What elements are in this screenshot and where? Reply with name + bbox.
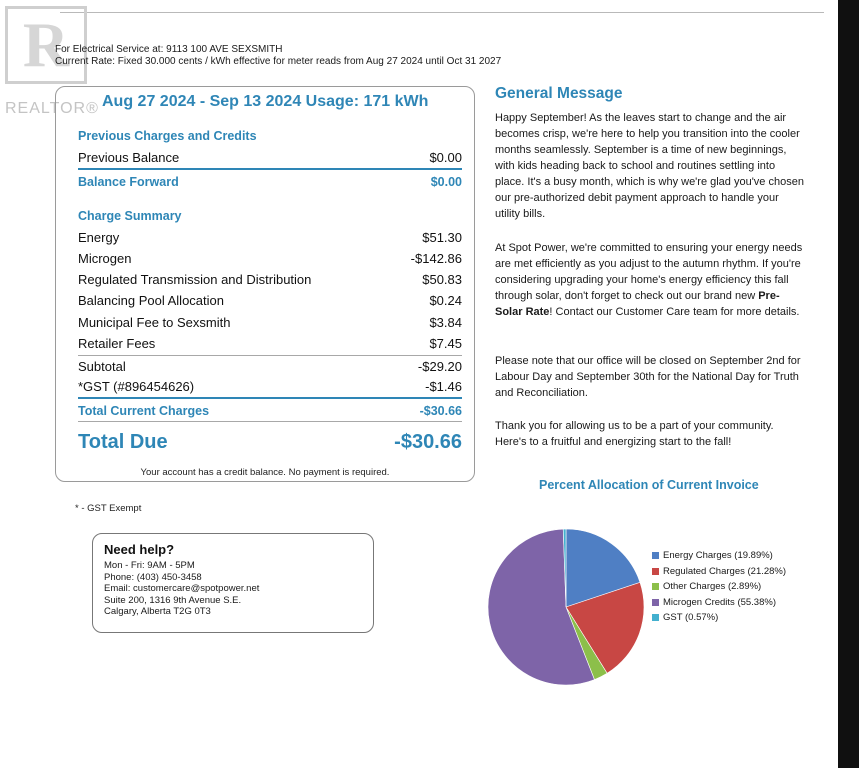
previous-balance-row [78,149,462,167]
general-message-paragraph: Happy September! As the leaves start to change and the air becomes crisp, we're here to help you transition into the cooler months seamlessly. September is a time of new beginnings, with kids heading back to school and routines settling into place. It's a busy month, which is why we're glad you've chosen our pre-authorized debit payment approach to handle your utility bills. [495,112,804,220]
divider [78,355,462,356]
legend-swatch [652,599,659,606]
total-due-row [78,430,462,454]
legend-swatch [652,583,659,590]
current-rate: Current Rate: Fixed 30.000 cents / kWh effective for meter reads from Aug 27 2024 until Oct 31 2027 [55,56,502,67]
divider [78,421,462,422]
legend-item-4 [652,610,786,626]
gst-label: *GST (#896454626) [78,379,195,394]
subtotal-label: Subtotal [78,359,126,374]
credit-balance-note: Your account has a credit balance. No payment is required. [140,467,390,478]
pie-chart-legend [652,548,786,626]
total-current-label: Total Current Charges [78,404,210,418]
previous-balance-label: Previous Balance [78,150,180,165]
legend-item-0 [652,548,786,564]
service-info [55,44,501,68]
help-phone: Phone: (403) 450-3458 [104,571,202,583]
charge-amount: $51.30 [422,230,462,245]
help-title: Need help? [104,542,175,557]
legend-swatch [652,568,659,575]
gst-row [78,378,462,396]
charge-row [78,314,462,332]
legend-swatch [652,552,659,559]
charge-row [78,292,462,310]
invoice-allocation-pie-chart [480,525,650,690]
charge-amount: $50.83 [422,272,462,287]
legend-label: Energy Charges (19.89%) [663,550,773,562]
billing-period-usage: Aug 27 2024 - Sep 13 2024 Usage: 171 kWh [99,93,431,111]
general-message-paragraph: Please note that our office will be closed on September 2nd for Labour Day and September 30th for the National Day for Truth and Reconciliation. [495,355,801,399]
charge-amount: -$142.86 [410,251,462,266]
divider [78,397,462,399]
gst-exempt-note: * - GST Exempt [75,503,142,514]
charge-row [78,250,462,268]
page-edge [838,0,859,768]
legend-swatch [652,614,659,621]
charge-label: Retailer Fees [78,336,156,351]
charge-amount: $0.24 [429,293,462,308]
charge-amount: $7.45 [429,336,462,351]
logo-letter: R [22,9,70,80]
pie-chart-title: Percent Allocation of Current Invoice [539,478,759,492]
total-current-amount: -$30.66 [419,404,462,418]
charge-label: Microgen [78,251,132,266]
balance-forward-amount: $0.00 [430,175,462,189]
charge-label: Regulated Transmission and Distribution [78,272,312,287]
legend-label: Regulated Charges (21.28%) [663,565,787,577]
legend-item-3 [652,595,786,611]
help-email: Email: customercare@spotpower.net [104,583,260,594]
general-message-title: General Message [495,85,623,102]
previous-charges-heading: Previous Charges and Credits [78,129,257,143]
gst-amount: -$1.46 [425,379,462,394]
legend-label: GST (0.57%) [663,612,719,624]
general-message-paragraph: At Spot Power, we're committed to ensuring your energy needs are met efficiently as you adjust to the autumn rhythm. If you're considering upgrading your home's energy efficiency this fall through solar, don't forget to check out our brand new Pre-Solar Rate! Contact our Customer Care team for more details. [495,242,803,318]
divider [78,168,462,170]
balance-forward-row [78,173,462,191]
balance-forward-label: Balance Forward [78,175,179,189]
charge-summary-heading: Charge Summary [78,209,182,223]
service-address: For Electrical Service at: 9113 100 AVE SEXSMITH [55,44,283,55]
charge-label: Energy [78,230,120,245]
legend-label: Other Charges (2.89%) [663,581,762,593]
total-due-label: Total Due [78,431,168,453]
legend-label: Microgen Credits (55.38%) [663,596,776,608]
help-address-line1: Suite 200, 1316 9th Avenue S.E. [104,594,242,606]
charge-label: Balancing Pool Allocation [78,293,224,308]
subtotal-row [78,358,462,376]
charge-label: Municipal Fee to Sexsmith [78,315,231,330]
legend-item-1 [652,564,786,580]
subtotal-amount: -$29.20 [417,359,462,374]
previous-balance-amount: $0.00 [429,150,462,165]
help-address-line2: Calgary, Alberta T2G 0T3 [104,606,211,617]
total-due-amount: -$30.66 [394,431,462,453]
legend-item-2 [652,579,786,595]
charge-row [78,229,462,247]
charge-amount: $3.84 [429,315,462,330]
pre-solar-rate-emphasis: Pre-Solar Rate [495,290,780,318]
logo-word: REALTOR® [5,100,99,117]
general-message-paragraph: Thank you for allowing us to be a part of your community. Here's to a fruitful and energizing start to the fall! [495,420,774,448]
help-hours: Mon - Fri: 9AM - 5PM [104,560,195,571]
total-current-charges-row [78,402,462,420]
top-rule [60,12,824,13]
help-contact-info [104,560,259,618]
charge-row [78,335,462,353]
charge-row [78,271,462,289]
